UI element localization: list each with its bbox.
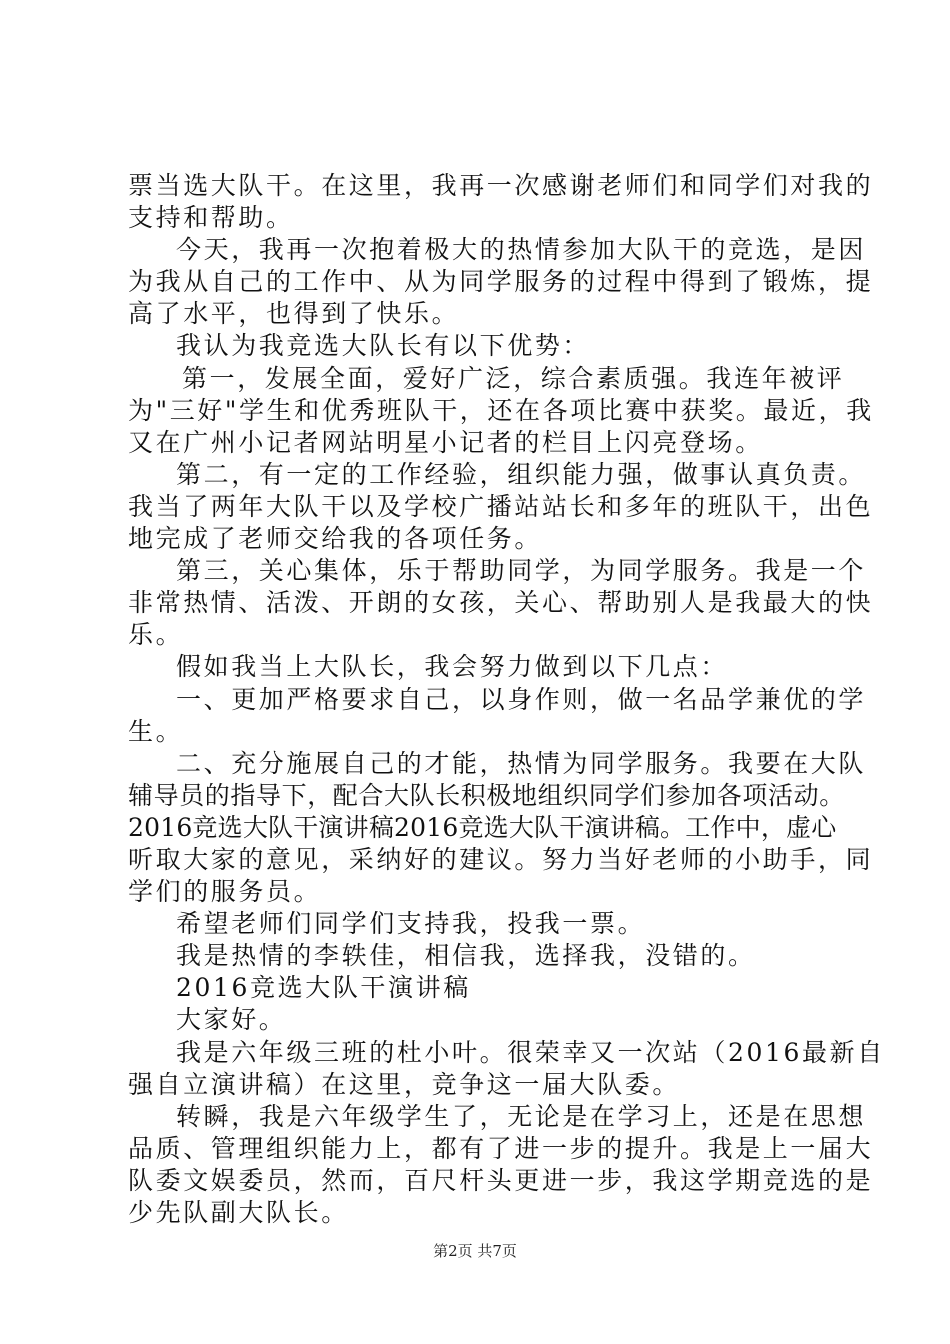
text-line: 生。 [128,716,184,746]
text-line: 学们的服务员。 [128,877,322,907]
text-line: 第三，关心集体，乐于帮助同学，为同学服务。我是一个 [176,556,867,586]
text-line: 今天，我再一次抱着极大的热情参加大队干的竞选，是因 [176,235,867,265]
text-line: 非常热情、活泼、开朗的女孩，关心、帮助别人是我最大的快 [128,588,874,618]
text-line: 一、更加严格要求自己，以身作则，做一名品学兼优的学 [176,684,867,714]
text-line: 二、充分施展自己的才能，热情为同学服务。我要在大队 [176,748,867,778]
text-line: 第一，发展全面，爱好广泛，综合素质强。我连年被评 [182,363,845,393]
text-line: 我是热情的李轶佳，相信我，选择我，没错的。 [176,941,756,971]
page-footer: 第2页 共7页 [433,1242,517,1260]
text-line: 大家好。 [176,1005,287,1035]
text-line: 辅导员的指导下，配合大队长积极地组织同学们参加各项活动。 [128,780,845,810]
text-line: 票当选大队干。在这里，我再一次感谢老师们和同学们对我的 [128,171,874,200]
text-line: 高了水平，也得到了快乐。 [128,299,460,329]
text-line: 第二，有一定的工作经验，组织能力强，做事认真负责。 [176,459,867,489]
text-line: 听取大家的意见，采纳好的建议。努力当好老师的小助手，同 [128,844,874,874]
text-line: 少先队副大队长。 [128,1198,349,1227]
text-line: 我当了两年大队干以及学校广播站站长和多年的班队干，出色 [128,491,874,521]
text-line: 希望老师们同学们支持我，投我一票。 [176,909,646,939]
text-line: 2016竞选大队干演讲稿2016竞选大队干演讲稿。工作中，虚心 [128,812,837,842]
text-line: 2016竞选大队干演讲稿 [176,973,471,1003]
text-line: 我认为我竞选大队长有以下优势： [176,331,591,361]
text-line: 支持和帮助。 [128,203,294,233]
text-line: 强自立演讲稿）在这里，竞争这一届大队委。 [128,1069,681,1099]
text-line: 又在广州小记者网站明星小记者的栏目上闪亮登场。 [128,427,763,457]
text-line: 转瞬，我是六年级学生了，无论是在学习上，还是在思想 [176,1101,867,1131]
text-line: 为我从自己的工作中、从为同学服务的过程中得到了锻炼，提 [128,267,874,297]
text-line: 品质、管理组织能力上，都有了进一步的提升。我是上一届大 [128,1133,874,1163]
text-line: 假如我当上大队长，我会努力做到以下几点： [176,652,729,682]
text-line: 队委文娱委员，然而，百尺杆头更进一步，我这学期竞选的是 [128,1165,874,1195]
text-line: 乐。 [128,620,184,650]
document-body [128,170,885,1229]
text-line: 我是六年级三班的杜小叶。很荣幸又一次站（2016最新自 [176,1037,885,1067]
text-line: 为"三好"学生和优秀班队干，还在各项比赛中获奖。最近，我 [128,395,874,425]
text-line: 地完成了老师交给我的各项任务。 [128,524,543,554]
